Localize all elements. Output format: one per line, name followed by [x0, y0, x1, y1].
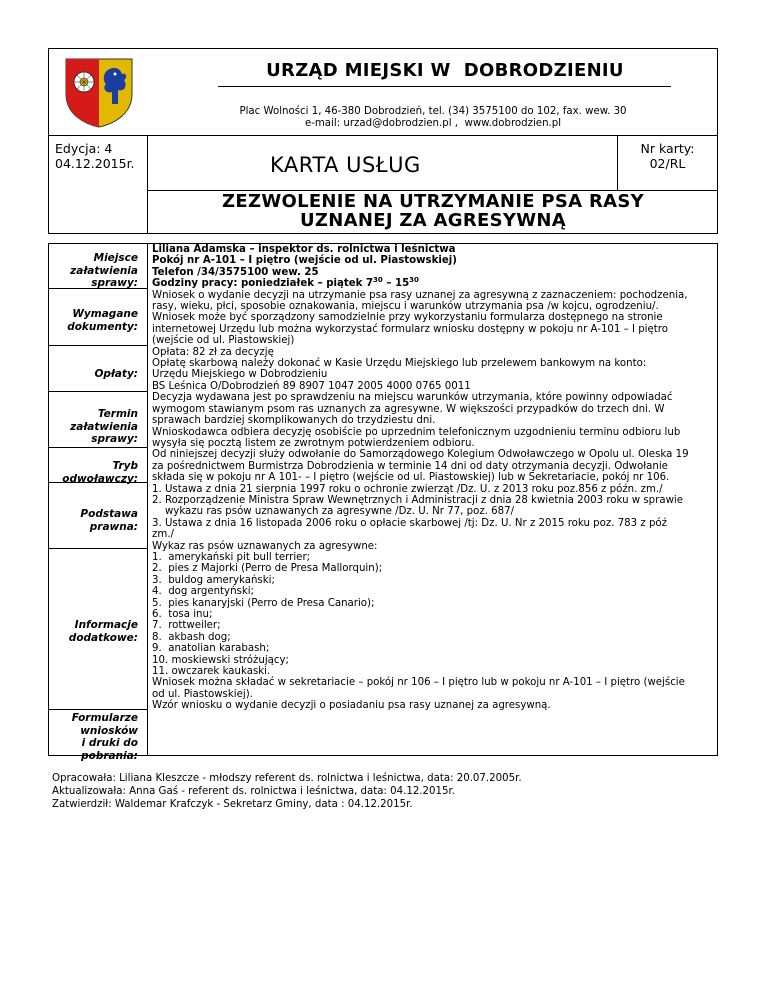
breed-list-item: 8. akbash dog;	[152, 631, 231, 643]
label-line: Miejsce	[93, 252, 138, 264]
doc-line: rasy, wieku, płci, sposobie oznakowania, miejscu i warunków utrzymania psa /w kojcu, ogrodzeniu/.	[152, 301, 659, 313]
fee-line: Urzędu Miejskiego w Dobrodzieniu	[152, 369, 328, 381]
label-dokumenty	[50, 308, 138, 333]
breed-list-item: 4. dog argentyński;	[152, 586, 254, 598]
label-sep	[48, 391, 147, 392]
term-line: Decyzja wydawana jest po sprawdzeniu na miejscu warunków utrzymania, które powinny odpowiadać	[152, 392, 673, 404]
label-line: Podstawa	[80, 508, 138, 520]
contact-line: e-mail: urzad@dobrodzien.pl , www.dobrodzien.pl	[304, 118, 562, 129]
appeal-line: Od niniejszej decyzji służy odwołanie do Samorządowego Kolegium Odwoławczego w Opolu ul. Oleska 19	[152, 449, 689, 461]
info-line: od ul. Piastowskiej).	[152, 688, 253, 700]
label-line: pobrania:	[81, 749, 138, 762]
breed-list-item: 6. tosa inu;	[152, 609, 213, 620]
room-number: Pokój nr A-101 – I piętro (wejście od ul. Piastowskiej)	[152, 255, 457, 267]
label-line: Tryb	[112, 460, 138, 472]
label-miejsce	[50, 252, 138, 290]
term-line: Wnioskodawca odbiera decyzję osobiście po uprzednim telefonicznym uzgodnieniu terminu odbioru lub	[152, 426, 681, 438]
label-sep	[48, 709, 147, 710]
legal-basis-line: zm./	[152, 529, 174, 541]
label-formularze	[50, 712, 138, 762]
coat-of-arms-logo	[60, 56, 138, 128]
address-line: Plac Wolności 1, 46-380 Dobrodzień, tel. (34) 3575100 do 102, fax. wew. 30	[239, 106, 627, 117]
appeal-line: składa się w pokoju nr A 101- – I piętro (wejście od ul. Piastowskiej) lub w Sekretariacie, pokój nr 106.	[152, 472, 670, 484]
footer	[52, 772, 522, 811]
breed-list-item: 11. owczarek kaukaski.	[152, 666, 271, 678]
label-podstawa	[50, 508, 138, 533]
subject-title-line1: ZEZWOLENIE NA UTRZYMANIE PSA RASY	[222, 191, 644, 212]
label-sep	[48, 345, 147, 346]
breed-list-item: 1. amerykański pit bull terrier;	[152, 551, 311, 563]
label-line: i druki do	[81, 737, 138, 749]
label-line: Opłaty:	[94, 368, 138, 380]
bank-account: BS Leśnica O/Dobrodzień 89 8907 1047 2005 4000 0765 0011	[152, 380, 471, 392]
doc-line: (wejście od ul. Piastowskiej)	[152, 335, 295, 347]
edition-label: Edycja: 4	[55, 141, 113, 156]
term-line: sprawach bardziej skomplikowanych do trzydziestu dni.	[152, 415, 436, 427]
label-line: Informacje	[74, 619, 138, 631]
label-line: Formularze	[71, 712, 138, 724]
card-number: 02/RL	[649, 156, 686, 171]
phone-number: Telefon /34/3575100 wew. 25	[152, 266, 319, 278]
breed-list-item: 2. pies z Majorki (Perro de Presa Mallorquin);	[152, 563, 383, 575]
legal-basis-line: 2. Rozporządzenie Ministra Spraw Wewnętrznych i Administracji z dnia 28 kwietnia 2003 roku w sprawie	[152, 494, 684, 506]
label-line: dokumenty:	[67, 320, 138, 333]
legal-basis-line: wykazu ras psów uznawanych za agresywne /Dz. U. Nr 77, poz. 687/	[152, 506, 515, 518]
label-tryb	[50, 460, 138, 485]
title-underline	[218, 86, 671, 87]
label-oplaty	[50, 368, 138, 381]
edition-date: 04.12.2015r.	[55, 156, 135, 171]
breed-list-item: 9. anatolian karabash;	[152, 643, 270, 655]
footer-prepared-by: Opracowała: Liliana Kleszcze - młodszy referent ds. rolnictwa i leśnictwa, data: 20.07.2005r.	[52, 773, 522, 784]
legal-basis-line: 3. Ustawa z dnia 16 listopada 2006 roku o opłacie skarbowej /tj: Dz. U. Nr z 2015 roku poz. 783 z póź	[152, 517, 668, 529]
breed-list-item: 3. buldog amerykański;	[152, 574, 275, 586]
table-column-divider	[147, 243, 148, 756]
office-name: URZĄD MIEJSKI W DOBRODZIENIU	[266, 60, 624, 81]
footer-updated-by: Aktualizowała: Anna Gaś - referent ds. rolnictwa i leśnictwa, data: 04.12.2015r.	[52, 786, 455, 797]
card-number-label: Nr karty:	[640, 141, 695, 156]
fee-line: Opłata: 82 zł za decyzję	[152, 346, 274, 358]
label-line: sprawy:	[91, 433, 138, 445]
label-line: sprawy:	[91, 277, 138, 289]
label-line: prawna:	[89, 520, 138, 533]
label-sep	[48, 548, 147, 549]
hours-text: Godziny pracy: poniedziałek – piątek 7	[152, 278, 374, 290]
hours-from-minutes: 30	[373, 276, 383, 285]
label-sep	[48, 447, 147, 448]
fee-line: Opłatę skarbową należy dokonać w Kasie Urzędu Miejskiego lub przelewem bankowym na konto:	[152, 358, 647, 370]
info-line: Wykaz ras psów uznawanych za agresywne:	[152, 540, 378, 552]
office-hours	[152, 278, 715, 289]
label-line: wniosków	[80, 724, 138, 737]
breed-list-item: 7. rottweiler;	[152, 620, 221, 632]
hours-to-minutes: 30	[409, 276, 419, 285]
card-type-title: KARTA USŁUG	[270, 153, 421, 177]
label-informacje	[50, 619, 138, 644]
breed-list-item: 10. moskiewski stróżujący;	[152, 654, 289, 666]
content-column	[152, 244, 715, 712]
form-download-line: Wzór wniosku o wydanie decyzji o posiadaniu psa rasy uznanej za agresywną.	[152, 700, 551, 712]
term-line: wymogom stawianym psom ras uznanych za agresywne. W większości przypadków do trzech dni. W	[152, 403, 665, 415]
info-line: Wniosek można składać w sekretariacie – pokój nr 106 – I piętro lub w pokoju nr A-101 – I piętro (wejście	[152, 677, 685, 689]
hours-dash: – 15	[382, 278, 410, 290]
label-line: załatwienia	[70, 264, 138, 277]
label-termin	[50, 408, 138, 446]
term-line: wysyła się pocztą listem ze zwrotnym potwierdzeniem odbioru.	[152, 437, 475, 449]
appeal-line: za pośrednictwem Burmistrza Dobrodzienia w terminie 14 dni od daty otrzymania decyzji. Odwołanie	[152, 460, 668, 472]
label-line: Wymagane	[72, 308, 138, 320]
label-line: dodatkowe:	[68, 631, 138, 644]
subject-title-line2: UZNANEJ ZA AGRESYWNĄ	[300, 210, 566, 231]
footer-approved-by: Zatwierdził: Waldemar Krafczyk - Sekretarz Gminy, data : 04.12.2015r.	[52, 799, 413, 810]
breed-list-item: 5. pies kanaryjski (Perro de Presa Canario);	[152, 597, 375, 609]
label-line: odwoławczy:	[62, 472, 138, 485]
legal-basis-line: 1. Ustawa z dnia 21 sierpnia 1997 roku o ochronie zwierząt /Dz. U. z 2013 roku poz.856 z późn. zm./	[152, 483, 663, 495]
doc-line: Wniosek może być sporządzony samodzielnie przy wykorzystaniu formularza dostępnego na stronie	[152, 312, 663, 324]
doc-line: Wniosek o wydanie decyzji na utrzymanie psa rasy uznanej za agresywną z zaznaczeniem: pochodzenia,	[152, 289, 688, 301]
doc-line: internetowej Urzędu lub można wykorzystać formularz wniosku dostępny w pokoju nr A-101 – I piętro	[152, 323, 668, 335]
label-line: załatwienia	[70, 420, 138, 433]
label-line: Termin	[97, 408, 138, 420]
contact-person: Liliana Adamska – inspektor ds. rolnictwa i leśnictwa	[152, 244, 456, 255]
